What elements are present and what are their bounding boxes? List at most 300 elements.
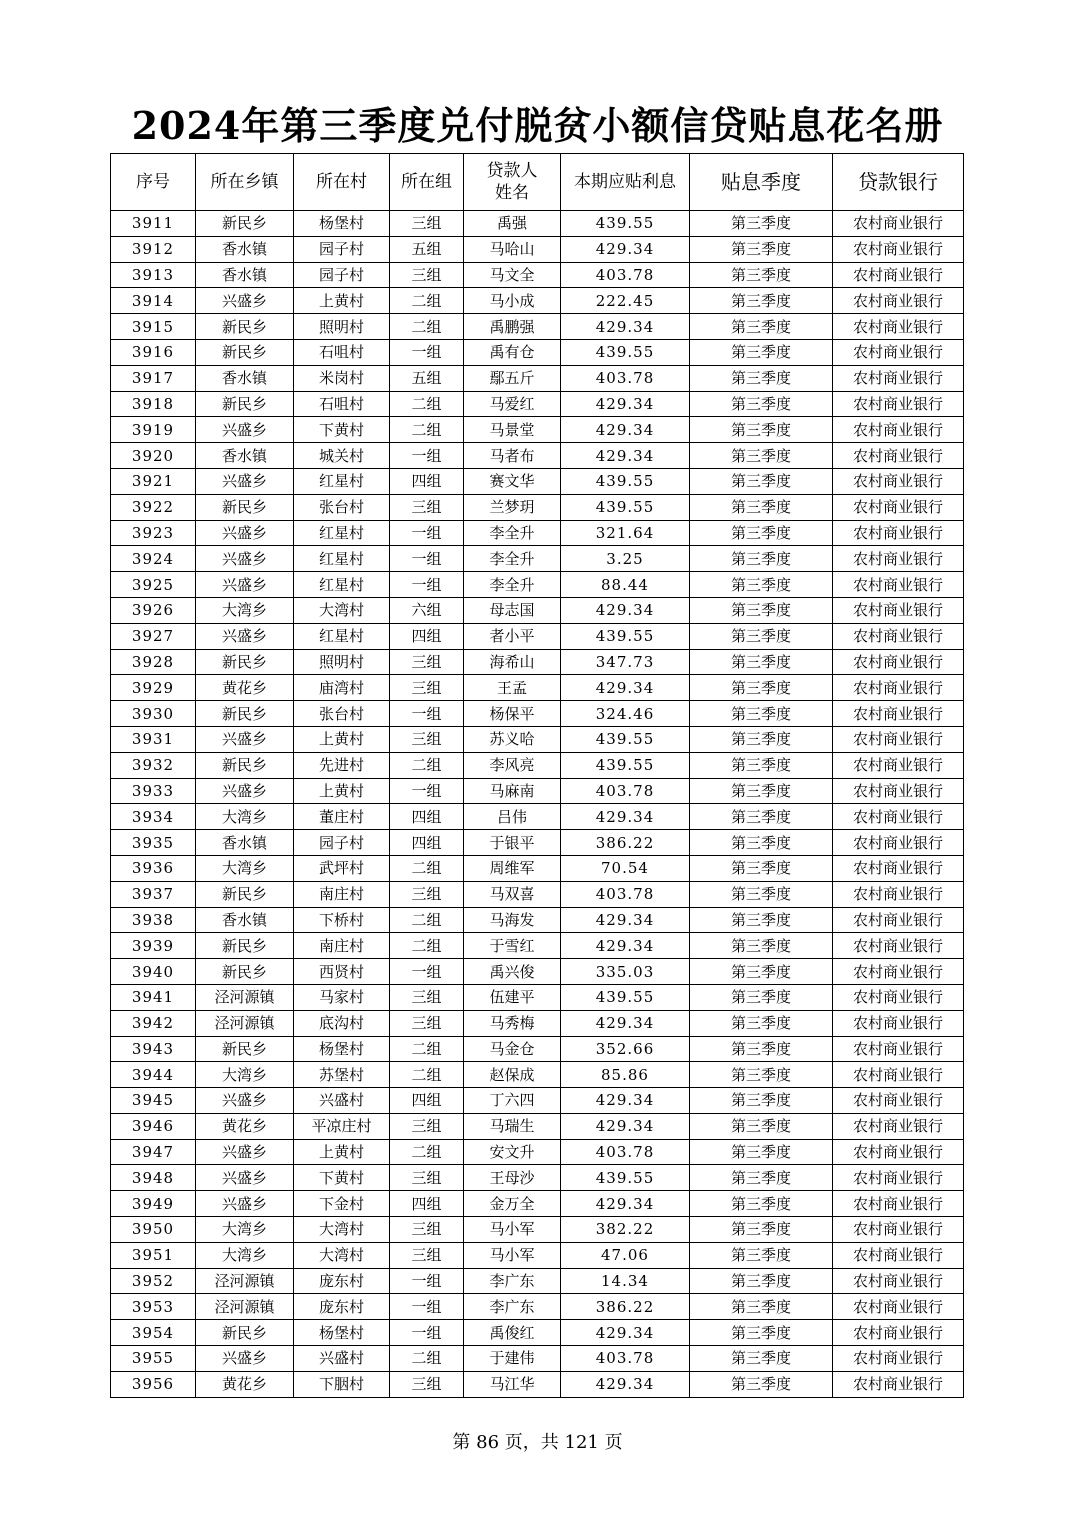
- cell-borrower: 马者布: [464, 443, 561, 469]
- cell-interest: 382.22: [561, 1217, 690, 1243]
- cell-quarter: 第三季度: [690, 1165, 833, 1191]
- cell-group: 三组: [390, 1165, 464, 1191]
- table-row: [111, 1217, 964, 1243]
- cell-township: 香水镇: [196, 830, 294, 856]
- cell-village: 园子村: [294, 262, 390, 288]
- cell-bank: 农村商业银行: [833, 1242, 964, 1268]
- cell-township: 兴盛乡: [196, 623, 294, 649]
- cell-borrower: 丁六四: [464, 1088, 561, 1114]
- cell-village: 大湾村: [294, 1242, 390, 1268]
- cell-village: 庞东村: [294, 1268, 390, 1294]
- table-row: [111, 623, 964, 649]
- cell-borrower: 于银平: [464, 830, 561, 856]
- cell-serial: 3914: [111, 288, 196, 314]
- cell-village: 上黄村: [294, 778, 390, 804]
- cell-interest: 335.03: [561, 959, 690, 985]
- cell-group: 二组: [390, 1062, 464, 1088]
- cell-village: 红星村: [294, 546, 390, 572]
- cell-group: 三组: [390, 881, 464, 907]
- cell-borrower: 兰梦玥: [464, 494, 561, 520]
- table-row: [111, 339, 964, 365]
- table-row: [111, 1242, 964, 1268]
- table-row: [111, 365, 964, 391]
- cell-interest: 429.34: [561, 314, 690, 340]
- cell-township: 黄花乡: [196, 675, 294, 701]
- cell-township: 黄花乡: [196, 1113, 294, 1139]
- table-row: [111, 520, 964, 546]
- cell-interest: 439.55: [561, 468, 690, 494]
- cell-quarter: 第三季度: [690, 211, 833, 237]
- cell-quarter: 第三季度: [690, 1268, 833, 1294]
- cell-bank: 农村商业银行: [833, 391, 964, 417]
- cell-bank: 农村商业银行: [833, 1191, 964, 1217]
- cell-borrower: 马小军: [464, 1242, 561, 1268]
- cell-serial: 3920: [111, 443, 196, 469]
- cell-bank: 农村商业银行: [833, 623, 964, 649]
- cell-borrower: 马秀梅: [464, 1010, 561, 1036]
- cell-serial: 3944: [111, 1062, 196, 1088]
- cell-bank: 农村商业银行: [833, 1113, 964, 1139]
- cell-township: 兴盛乡: [196, 468, 294, 494]
- cell-bank: 农村商业银行: [833, 546, 964, 572]
- cell-serial: 3940: [111, 959, 196, 985]
- cell-interest: 439.55: [561, 752, 690, 778]
- cell-quarter: 第三季度: [690, 649, 833, 675]
- cell-township: 新民乡: [196, 649, 294, 675]
- cell-group: 一组: [390, 701, 464, 727]
- cell-township: 兴盛乡: [196, 778, 294, 804]
- cell-bank: 农村商业银行: [833, 494, 964, 520]
- cell-serial: 3953: [111, 1294, 196, 1320]
- cell-group: 一组: [390, 443, 464, 469]
- cell-group: 二组: [390, 1036, 464, 1062]
- cell-borrower: 禹鹏强: [464, 314, 561, 340]
- cell-quarter: 第三季度: [690, 830, 833, 856]
- cell-quarter: 第三季度: [690, 572, 833, 598]
- cell-serial: 3921: [111, 468, 196, 494]
- header-serial: 序号: [111, 154, 196, 211]
- cell-borrower: 母志国: [464, 597, 561, 623]
- cell-borrower: 马景堂: [464, 417, 561, 443]
- cell-quarter: 第三季度: [690, 546, 833, 572]
- cell-village: 下黄村: [294, 417, 390, 443]
- cell-township: 新民乡: [196, 314, 294, 340]
- cell-village: 杨堡村: [294, 211, 390, 237]
- cell-quarter: 第三季度: [690, 314, 833, 340]
- cell-township: 大湾乡: [196, 1217, 294, 1243]
- cell-borrower: 者小平: [464, 623, 561, 649]
- cell-group: 二组: [390, 855, 464, 881]
- cell-quarter: 第三季度: [690, 675, 833, 701]
- table-row: [111, 443, 964, 469]
- table-row: [111, 546, 964, 572]
- cell-group: 三组: [390, 726, 464, 752]
- cell-serial: 3956: [111, 1371, 196, 1397]
- cell-interest: 439.55: [561, 726, 690, 752]
- cell-bank: 农村商业银行: [833, 675, 964, 701]
- cell-group: 二组: [390, 288, 464, 314]
- table-row: [111, 262, 964, 288]
- cell-quarter: 第三季度: [690, 520, 833, 546]
- cell-group: 三组: [390, 494, 464, 520]
- cell-bank: 农村商业银行: [833, 288, 964, 314]
- table-row: [111, 1191, 964, 1217]
- header-bank: 贷款银行: [833, 154, 964, 211]
- cell-bank: 农村商业银行: [833, 804, 964, 830]
- cell-serial: 3926: [111, 597, 196, 623]
- cell-group: 二组: [390, 391, 464, 417]
- cell-quarter: 第三季度: [690, 1088, 833, 1114]
- table-row: [111, 1088, 964, 1114]
- cell-group: 五组: [390, 236, 464, 262]
- cell-township: 大湾乡: [196, 1062, 294, 1088]
- cell-borrower: 马小军: [464, 1217, 561, 1243]
- cell-interest: 403.78: [561, 881, 690, 907]
- cell-serial: 3947: [111, 1139, 196, 1165]
- table-row: [111, 649, 964, 675]
- cell-borrower: 马爱红: [464, 391, 561, 417]
- cell-township: 新民乡: [196, 1036, 294, 1062]
- cell-group: 三组: [390, 1113, 464, 1139]
- cell-interest: 324.46: [561, 701, 690, 727]
- cell-interest: 429.34: [561, 391, 690, 417]
- cell-quarter: 第三季度: [690, 339, 833, 365]
- table-row: [111, 752, 964, 778]
- cell-quarter: 第三季度: [690, 804, 833, 830]
- cell-serial: 3929: [111, 675, 196, 701]
- cell-village: 庙湾村: [294, 675, 390, 701]
- cell-township: 兴盛乡: [196, 546, 294, 572]
- cell-village: 红星村: [294, 520, 390, 546]
- cell-bank: 农村商业银行: [833, 933, 964, 959]
- cell-interest: 439.55: [561, 623, 690, 649]
- cell-village: 马家村: [294, 984, 390, 1010]
- cell-interest: 403.78: [561, 262, 690, 288]
- cell-group: 三组: [390, 649, 464, 675]
- table-row: [111, 933, 964, 959]
- cell-group: 四组: [390, 623, 464, 649]
- cell-serial: 3946: [111, 1113, 196, 1139]
- cell-quarter: 第三季度: [690, 236, 833, 262]
- cell-bank: 农村商业银行: [833, 314, 964, 340]
- cell-interest: 14.34: [561, 1268, 690, 1294]
- table-row: [111, 701, 964, 727]
- cell-bank: 农村商业银行: [833, 907, 964, 933]
- cell-bank: 农村商业银行: [833, 443, 964, 469]
- cell-serial: 3939: [111, 933, 196, 959]
- cell-quarter: 第三季度: [690, 365, 833, 391]
- cell-interest: 347.73: [561, 649, 690, 675]
- cell-village: 下桥村: [294, 907, 390, 933]
- cell-quarter: 第三季度: [690, 1062, 833, 1088]
- cell-borrower: 于建伟: [464, 1346, 561, 1372]
- cell-serial: 3918: [111, 391, 196, 417]
- roster-table: [110, 153, 964, 1398]
- cell-serial: 3954: [111, 1320, 196, 1346]
- table-row: [111, 778, 964, 804]
- cell-township: 大湾乡: [196, 597, 294, 623]
- cell-interest: 403.78: [561, 778, 690, 804]
- cell-interest: 429.34: [561, 804, 690, 830]
- cell-group: 二组: [390, 1139, 464, 1165]
- cell-village: 照明村: [294, 649, 390, 675]
- cell-borrower: 马双喜: [464, 881, 561, 907]
- cell-bank: 农村商业银行: [833, 881, 964, 907]
- cell-group: 四组: [390, 804, 464, 830]
- cell-quarter: 第三季度: [690, 855, 833, 881]
- cell-interest: 85.86: [561, 1062, 690, 1088]
- table-header-row: [111, 154, 964, 211]
- cell-bank: 农村商业银行: [833, 830, 964, 856]
- cell-township: 兴盛乡: [196, 1191, 294, 1217]
- cell-interest: 386.22: [561, 1294, 690, 1320]
- cell-serial: 3912: [111, 236, 196, 262]
- cell-quarter: 第三季度: [690, 597, 833, 623]
- cell-quarter: 第三季度: [690, 984, 833, 1010]
- cell-village: 下金村: [294, 1191, 390, 1217]
- cell-quarter: 第三季度: [690, 417, 833, 443]
- cell-village: 红星村: [294, 623, 390, 649]
- cell-village: 上黄村: [294, 288, 390, 314]
- header-village: 所在村: [294, 154, 390, 211]
- cell-interest: 88.44: [561, 572, 690, 598]
- cell-quarter: 第三季度: [690, 778, 833, 804]
- cell-quarter: 第三季度: [690, 1010, 833, 1036]
- cell-township: 新民乡: [196, 959, 294, 985]
- cell-borrower: 李全升: [464, 520, 561, 546]
- cell-serial: 3933: [111, 778, 196, 804]
- cell-quarter: 第三季度: [690, 1036, 833, 1062]
- cell-borrower: 马麻南: [464, 778, 561, 804]
- cell-borrower: 海希山: [464, 649, 561, 675]
- cell-interest: 403.78: [561, 1346, 690, 1372]
- cell-township: 大湾乡: [196, 855, 294, 881]
- cell-interest: 429.34: [561, 907, 690, 933]
- cell-township: 兴盛乡: [196, 520, 294, 546]
- cell-serial: 3915: [111, 314, 196, 340]
- cell-village: 张台村: [294, 494, 390, 520]
- cell-serial: 3919: [111, 417, 196, 443]
- cell-township: 大湾乡: [196, 804, 294, 830]
- cell-borrower: 李风亮: [464, 752, 561, 778]
- cell-township: 兴盛乡: [196, 417, 294, 443]
- cell-bank: 农村商业银行: [833, 1036, 964, 1062]
- table-row: [111, 959, 964, 985]
- cell-bank: 农村商业银行: [833, 778, 964, 804]
- cell-quarter: 第三季度: [690, 288, 833, 314]
- cell-group: 三组: [390, 675, 464, 701]
- cell-bank: 农村商业银行: [833, 1294, 964, 1320]
- cell-quarter: 第三季度: [690, 468, 833, 494]
- page-title: 2024年第三季度兑付脱贫小额信贷贴息花名册: [131, 103, 944, 148]
- cell-serial: 3936: [111, 855, 196, 881]
- cell-village: 张台村: [294, 701, 390, 727]
- cell-borrower: 赵保成: [464, 1062, 561, 1088]
- cell-group: 一组: [390, 1268, 464, 1294]
- cell-village: 南庄村: [294, 933, 390, 959]
- cell-bank: 农村商业银行: [833, 1371, 964, 1397]
- cell-serial: 3928: [111, 649, 196, 675]
- cell-village: 上黄村: [294, 1139, 390, 1165]
- cell-bank: 农村商业银行: [833, 1088, 964, 1114]
- cell-borrower: 杨保平: [464, 701, 561, 727]
- cell-quarter: 第三季度: [690, 907, 833, 933]
- cell-borrower: 马小成: [464, 288, 561, 314]
- cell-serial: 3922: [111, 494, 196, 520]
- table-row: [111, 236, 964, 262]
- cell-township: 泾河源镇: [196, 1294, 294, 1320]
- cell-quarter: 第三季度: [690, 933, 833, 959]
- cell-group: 三组: [390, 262, 464, 288]
- cell-quarter: 第三季度: [690, 1294, 833, 1320]
- cell-interest: 429.34: [561, 1320, 690, 1346]
- cell-group: 一组: [390, 546, 464, 572]
- cell-borrower: 李全升: [464, 572, 561, 598]
- cell-township: 新民乡: [196, 391, 294, 417]
- cell-bank: 农村商业银行: [833, 855, 964, 881]
- cell-quarter: 第三季度: [690, 1113, 833, 1139]
- cell-group: 三组: [390, 1371, 464, 1397]
- cell-serial: 3951: [111, 1242, 196, 1268]
- cell-borrower: 马文全: [464, 262, 561, 288]
- cell-bank: 农村商业银行: [833, 597, 964, 623]
- cell-bank: 农村商业银行: [833, 726, 964, 752]
- cell-borrower: 李广东: [464, 1294, 561, 1320]
- cell-township: 泾河源镇: [196, 984, 294, 1010]
- cell-village: 大湾村: [294, 1217, 390, 1243]
- cell-group: 一组: [390, 520, 464, 546]
- cell-group: 六组: [390, 597, 464, 623]
- cell-township: 香水镇: [196, 365, 294, 391]
- cell-bank: 农村商业银行: [833, 365, 964, 391]
- table-row: [111, 494, 964, 520]
- table-row: [111, 1294, 964, 1320]
- header-group: 所在组: [390, 154, 464, 211]
- table-row: [111, 1062, 964, 1088]
- cell-village: 苏堡村: [294, 1062, 390, 1088]
- cell-group: 二组: [390, 314, 464, 340]
- cell-village: 红星村: [294, 572, 390, 598]
- cell-bank: 农村商业银行: [833, 1346, 964, 1372]
- cell-interest: 429.34: [561, 236, 690, 262]
- cell-bank: 农村商业银行: [833, 339, 964, 365]
- cell-village: 先进村: [294, 752, 390, 778]
- table-row: [111, 1036, 964, 1062]
- cell-borrower: 伍建平: [464, 984, 561, 1010]
- cell-serial: 3932: [111, 752, 196, 778]
- cell-serial: 3948: [111, 1165, 196, 1191]
- cell-borrower: 李广东: [464, 1268, 561, 1294]
- table-row: [111, 984, 964, 1010]
- header-quarter: 贴息季度: [690, 154, 833, 211]
- table-row: [111, 288, 964, 314]
- cell-bank: 农村商业银行: [833, 1217, 964, 1243]
- cell-group: 三组: [390, 1217, 464, 1243]
- cell-group: 四组: [390, 468, 464, 494]
- cell-township: 兴盛乡: [196, 726, 294, 752]
- cell-serial: 3942: [111, 1010, 196, 1036]
- cell-township: 兴盛乡: [196, 572, 294, 598]
- cell-borrower: 吕伟: [464, 804, 561, 830]
- cell-interest: 429.34: [561, 1113, 690, 1139]
- cell-interest: 439.55: [561, 1165, 690, 1191]
- cell-interest: 47.06: [561, 1242, 690, 1268]
- cell-serial: 3941: [111, 984, 196, 1010]
- cell-group: 四组: [390, 830, 464, 856]
- cell-borrower: 苏义哈: [464, 726, 561, 752]
- cell-group: 二组: [390, 417, 464, 443]
- cell-bank: 农村商业银行: [833, 417, 964, 443]
- cell-township: 大湾乡: [196, 1242, 294, 1268]
- table-row: [111, 211, 964, 237]
- cell-borrower: 马金仓: [464, 1036, 561, 1062]
- table-row: [111, 572, 964, 598]
- cell-township: 泾河源镇: [196, 1268, 294, 1294]
- cell-quarter: 第三季度: [690, 701, 833, 727]
- cell-group: 一组: [390, 959, 464, 985]
- cell-quarter: 第三季度: [690, 1320, 833, 1346]
- cell-village: 上黄村: [294, 726, 390, 752]
- cell-serial: 3935: [111, 830, 196, 856]
- table-row: [111, 1139, 964, 1165]
- cell-borrower: 周维军: [464, 855, 561, 881]
- cell-borrower: 禹有仓: [464, 339, 561, 365]
- cell-bank: 农村商业银行: [833, 1165, 964, 1191]
- table-row: [111, 726, 964, 752]
- cell-serial: 3931: [111, 726, 196, 752]
- cell-interest: 429.34: [561, 933, 690, 959]
- table-row: [111, 675, 964, 701]
- table-row: [111, 804, 964, 830]
- cell-serial: 3913: [111, 262, 196, 288]
- cell-borrower: 马瑞生: [464, 1113, 561, 1139]
- table-row: [111, 1113, 964, 1139]
- cell-township: 兴盛乡: [196, 1346, 294, 1372]
- cell-borrower: 金万全: [464, 1191, 561, 1217]
- cell-interest: 439.55: [561, 494, 690, 520]
- cell-borrower: 禹兴俊: [464, 959, 561, 985]
- table-row: [111, 417, 964, 443]
- cell-borrower: 王孟: [464, 675, 561, 701]
- table-row: [111, 1165, 964, 1191]
- cell-quarter: 第三季度: [690, 1346, 833, 1372]
- cell-group: 一组: [390, 339, 464, 365]
- cell-group: 二组: [390, 1346, 464, 1372]
- cell-bank: 农村商业银行: [833, 468, 964, 494]
- table-row: [111, 1268, 964, 1294]
- cell-interest: 429.34: [561, 443, 690, 469]
- cell-village: 杨堡村: [294, 1036, 390, 1062]
- cell-group: 三组: [390, 211, 464, 237]
- table-row: [111, 830, 964, 856]
- cell-bank: 农村商业银行: [833, 262, 964, 288]
- table-row: [111, 468, 964, 494]
- cell-borrower: 于雪红: [464, 933, 561, 959]
- cell-bank: 农村商业银行: [833, 1010, 964, 1036]
- cell-quarter: 第三季度: [690, 726, 833, 752]
- cell-township: 兴盛乡: [196, 288, 294, 314]
- cell-group: 四组: [390, 1191, 464, 1217]
- cell-group: 五组: [390, 365, 464, 391]
- cell-quarter: 第三季度: [690, 391, 833, 417]
- cell-village: 兴盛村: [294, 1088, 390, 1114]
- table-row: [111, 597, 964, 623]
- cell-quarter: 第三季度: [690, 494, 833, 520]
- cell-borrower: 马海发: [464, 907, 561, 933]
- cell-bank: 农村商业银行: [833, 984, 964, 1010]
- table-body: [111, 211, 964, 1398]
- cell-serial: 3934: [111, 804, 196, 830]
